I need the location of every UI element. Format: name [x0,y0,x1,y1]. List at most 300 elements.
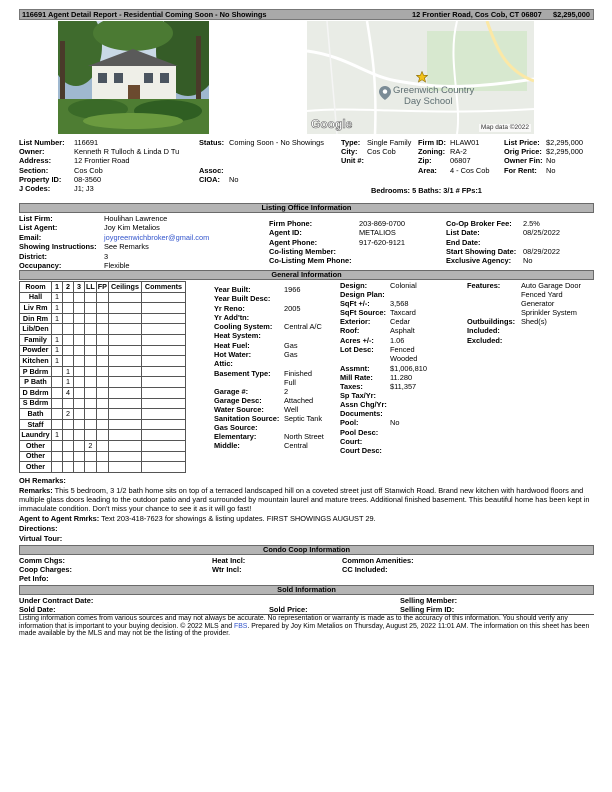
room-ceilings-cell [108,440,141,451]
address-value: 12 Frontier Road [74,156,130,165]
roof-label: Roof: [340,326,360,335]
lot-desc-value-1: Fenced [390,345,415,354]
remarks-text: This 5 bedroom, 3 1/2 bath home sits on top of a terraced landscaped hill on a coveted street just off Stanwich Road. Brand new kitchen with hardwood floors and multiple glass doors leading to the outdoor patio and yard surrounded by mountain laurel and mature trees. Additional finished basement. This beautiful home has been kept in immaculate condition. Don't miss your chance to see it as it will go fast! [19,486,590,513]
agent-phone-label: Agent Phone: [269,238,318,247]
room-ceilings-cell [108,324,141,335]
assn-chg-label: Assn Chg/Yr: [340,400,387,409]
room-fireplace-cell [96,409,108,420]
list-price-value: $2,295,000 [546,138,583,147]
attic-label: Attic: [214,359,233,368]
room-ceilings-cell [108,334,141,345]
room-level-2-count [63,398,74,409]
general-info-header: General Information [19,270,594,280]
room-comments-cell [141,387,185,398]
room-level-3-count [74,462,85,473]
room-level-1-count [52,440,63,451]
room-level-1-count [52,451,63,462]
location-map[interactable] [307,21,534,134]
room-ceilings-cell [108,409,141,420]
room-lower-level-count [85,292,97,303]
room-name: S Bdrm [20,398,52,409]
room-level-3-count [74,451,85,462]
map-place-label-2: Day School [404,96,453,107]
feature-item: Fenced Yard [521,290,563,299]
room-level-3-count [74,356,85,367]
sqft-label: SqFt +/-: [340,299,370,308]
room-ceilings-cell [108,303,141,314]
exclusive-label: Exclusive Agency: [446,256,512,265]
water-value: Well [284,405,299,414]
agent-remarks-label: Agent to Agent Rmrks: [19,514,100,523]
room-level-2-count: 1 [63,366,74,377]
year-built-desc-label: Year Built Desc: [214,294,271,303]
room-level-3-count [74,334,85,345]
garage-value: 2 [284,387,289,396]
occupancy-value: Flexible [104,261,130,270]
pool-label: Pool: [340,418,359,427]
room-comments-cell [141,440,185,451]
rooms-col-ll: LL [86,281,95,291]
room-name: D Bdrm [20,387,52,398]
taxes-label: Taxes: [340,382,363,391]
firm-phone-label: Firm Phone: [269,219,313,228]
room-level-2-count [63,303,74,314]
firm-phone-value: 203-869-0700 [359,219,406,228]
district-value: 3 [104,252,109,261]
room-fireplace-cell [96,356,108,367]
garage-desc-value: Attached [284,396,314,405]
acres-value: 1.06 [390,336,405,345]
room-level-3-count [74,430,85,441]
pool-value: No [390,418,400,427]
zoning-label: Zoning: [418,147,446,156]
lot-desc-value-2: Wooded [390,354,418,363]
room-row [20,334,186,345]
rooms-col-1: 1 [52,282,63,293]
room-level-1-count [52,366,63,377]
room-level-1-count: 1 [52,334,63,345]
coop-charges-label: Coop Charges: [19,565,72,574]
room-level-1-count: 1 [52,345,63,356]
outbuildings-value: Shed(s) [521,317,547,326]
room-comments-cell [141,419,185,430]
room-level-2-count [63,334,74,345]
room-name: P Bath [20,377,52,388]
room-fireplace-cell [96,345,108,356]
room-level-3-count [74,324,85,335]
room-name: Other [20,451,52,462]
remarks-block [19,486,594,513]
room-level-1-count [52,377,63,388]
header-address: 12 Frontier Road, Cos Cob, CT 06807 [412,10,542,19]
section-label: Section: [19,166,49,175]
room-row [20,345,186,356]
room-row [20,387,186,398]
room-ceilings-cell [108,366,141,377]
room-level-3-count [74,303,85,314]
type-value: Single Family [367,138,412,147]
room-name: Laundry [21,430,50,440]
elementary-value: North Street [284,432,324,441]
room-row [20,366,186,377]
footer-text-1: Listing information comes from various sources and may not always be accurate. No representation or warranty is made as to the accuracy of this information. You should verify any information that is important to your buying decision. © 2022 MLS and [19,615,568,630]
wtr-incl-label: Wtr Incl: [212,565,242,574]
owner-value: Kenneth R Tulloch & Linda D Tu [74,147,180,156]
exterior-value: Cedar [390,317,411,326]
cioa-label: CIOA: [199,175,220,184]
room-level-2-count [63,324,74,335]
sqft-value: 3,568 [390,299,409,308]
room-fireplace-cell [96,451,108,462]
virtual-tour-label: Virtual Tour: [19,534,63,543]
zoning-value: RA-2 [450,147,467,156]
room-level-1-count: 1 [52,313,63,324]
room-level-3-count [74,292,85,303]
room-name: Lib/Den [20,324,52,335]
pet-info-label: Pet Info: [19,574,49,583]
city-value: Cos Cob [367,147,396,156]
room-name: Din Rm [20,313,52,324]
rooms-col-comments: Comments [141,282,185,293]
start-showing-value: 08/29/2022 [523,247,560,256]
included-label: Included: [467,326,500,335]
common-amenities-label: Common Amenities: [342,556,414,565]
room-lower-level-count [85,398,97,409]
room-lower-level-count [85,334,97,345]
room-fireplace-cell [96,398,108,409]
room-comments-cell [141,398,185,409]
room-level-1-count [52,462,63,473]
excluded-label: Excluded: [467,336,503,345]
exterior-label: Exterior: [340,317,371,326]
acres-label: Acres +/-: [340,336,374,345]
remarks-label: Remarks: [19,486,53,495]
room-row [20,303,186,314]
assoc-label: Assoc: [199,166,224,175]
room-ceilings-cell [108,292,141,303]
room-fireplace-cell [96,377,108,388]
list-price-label: List Price: [504,138,540,147]
assmnt-value: $1,006,810 [390,364,427,373]
exclusive-value: No [523,256,533,265]
showing-value: See Remarks [104,242,149,251]
room-row [20,409,186,420]
room-fireplace-cell [96,419,108,430]
list-agent-label: List Agent: [19,223,58,232]
room-level-3-count [74,313,85,324]
room-row [20,377,186,388]
room-comments-cell [141,292,185,303]
list-firm-label: List Firm: [19,214,53,223]
room-level-3-count [74,440,85,451]
status-value: Coming Soon - No Showings [229,138,324,147]
room-lower-level-count [85,419,97,430]
room-level-2-count: 4 [63,387,74,398]
room-level-1-count [52,419,63,430]
design-value: Colonial [390,281,417,290]
features-label: Features: [467,281,501,290]
middle-value: Central [284,441,308,450]
room-ceilings-cell [108,462,141,473]
room-name: Kitchen [20,356,52,367]
room-row [20,440,186,451]
agent-email-link[interactable]: joygreenwichbroker@gmail.com [104,233,210,242]
room-level-1-count [52,409,63,420]
google-logo: Google [311,117,353,131]
comm-chgs-label: Comm Chgs: [19,556,65,565]
rooms-col-3: 3 [74,282,85,293]
pool-desc-label: Pool Desc: [340,428,379,437]
agent-phone-value: 917-620-9121 [359,238,406,247]
agent-id-value: METALIOS [359,228,396,237]
room-name: Family [20,334,52,345]
area-label: Area: [418,166,437,175]
room-level-3-count [74,419,85,430]
sp-tax-label: Sp Tax/Yr: [340,391,377,400]
room-lower-level-count [85,377,97,388]
agent-remarks-text: Text 203-418-7623 for showings & listing updates. FIRST SHOWINGS AUGUST 29. [101,514,376,523]
orig-price-value: $2,295,000 [546,147,583,156]
heat-incl-label: Heat Incl: [212,556,246,565]
rooms-col-2: 2 [63,282,74,293]
room-level-2-count [63,451,74,462]
footer-disclaimer [19,615,594,638]
outbuildings-label: Outbuildings: [467,317,516,326]
sqft-source-label: SqFt Source: [340,308,386,317]
room-comments-cell [141,324,185,335]
list-number-label: List Number: [19,138,65,147]
middle-label: Middle: [214,441,240,450]
court-label: Court: [340,437,363,446]
heat-fuel-value: Gas [284,341,298,350]
cioa-value: No [229,175,239,184]
owner-label: Owner: [19,147,45,156]
room-fireplace-cell [96,324,108,335]
room-comments-cell [141,303,185,314]
colisting-phone-label: Co-Listing Mem Phone: [269,256,352,265]
room-lower-level-count [85,409,97,420]
room-fireplace-cell [96,430,108,441]
room-level-1-count: 1 [52,292,63,303]
section-value: Cos Cob [74,166,103,175]
sanitation-value: Septic Tank [284,414,323,423]
room-comments-cell [141,366,185,377]
room-lower-level-count [85,313,97,324]
under-contract-label: Under Contract Date: [19,596,94,605]
gas-label: Gas Source: [214,423,258,432]
room-row [20,451,186,462]
school-pin-icon [379,86,391,100]
room-lower-level-count: 2 [85,440,97,451]
room-lower-level-count [85,303,97,314]
jcodes-value: J1; J3 [74,184,94,193]
feature-item: Generator [521,299,555,308]
listing-office-header: Listing Office Information [19,203,594,213]
property-id-label: Property ID: [19,175,62,184]
end-date-label: End Date: [446,238,481,247]
district-label: District: [19,252,47,261]
rooms-header-row [20,282,186,293]
room-row [20,419,186,430]
year-built-value: 1966 [284,285,301,294]
property-photo[interactable] [58,21,209,134]
taxes-value: $11,357 [390,382,417,391]
room-row [20,313,186,324]
address-label: Address: [19,156,52,165]
assmnt-label: Assmnt: [340,364,370,373]
room-level-2-count [63,292,74,303]
lot-desc-label: Lot Desc: [340,345,374,354]
sold-date-label: Sold Date: [19,605,56,614]
room-name: P Bdrm [20,366,52,377]
rooms-col-ceilings: Ceilings [108,282,141,293]
sold-price-label: Sold Price: [269,605,308,614]
heat-system-label: Heat System: [214,331,261,340]
room-row [20,292,186,303]
garage-label: Garage #: [214,387,249,396]
room-level-3-count [74,366,85,377]
room-lower-level-count [85,387,97,398]
room-level-3-count [74,398,85,409]
room-name: Other [20,440,52,451]
sold-info-header: Sold Information [19,585,594,595]
yr-addtn-label: Yr Add'tn: [214,313,250,322]
design-plan-label: Design Plan: [340,290,385,299]
firm-id-value: HLAW01 [450,138,480,147]
cooling-label: Cooling System: [214,322,273,331]
fbs-link[interactable]: FBS [233,622,248,630]
room-comments-cell [141,313,185,324]
yr-reno-label: Yr Reno: [214,304,245,313]
colisting-member-label: Co-listing Member: [269,247,336,256]
jcodes-label: J Codes: [19,184,51,193]
list-agent-value: Joy Kim Metalios [104,223,160,232]
sqft-source-value: Taxcard [390,308,416,317]
selling-firm-label: Selling Firm ID: [400,605,455,614]
room-level-2-count: 2 [63,409,74,420]
zip-value: 06807 [450,156,471,165]
email-label: Email: [19,233,42,242]
room-ceilings-cell [108,377,141,388]
owner-fin-label: Owner Fin: [504,156,543,165]
owner-fin-value: No [546,156,556,165]
type-label: Type: [341,138,361,147]
room-level-1-count: 1 [52,430,63,441]
room-ceilings-cell [108,356,141,367]
room-row [20,398,186,409]
room-row [20,462,186,473]
unit-label: Unit #: [341,156,364,165]
court-desc-label: Court Desc: [340,446,382,455]
room-level-2-count [63,356,74,367]
heat-fuel-label: Heat Fuel: [214,341,250,350]
list-firm-value: Houlihan Lawrence [104,214,168,223]
room-fireplace-cell [96,366,108,377]
design-label: Design: [340,281,368,290]
room-row [20,430,186,441]
room-fireplace-cell [96,313,108,324]
room-level-2-count [63,313,74,324]
mill-rate-value: 11.280 [390,373,413,382]
property-star-icon[interactable] [416,71,428,83]
year-built-label: Year Built: [214,285,251,294]
list-date-value: 08/25/2022 [523,228,560,237]
rooms-col-fp: FP [97,281,107,291]
room-lower-level-count [85,356,97,367]
room-fireplace-cell [96,462,108,473]
basement-value-1: Finished [284,369,312,378]
directions-label: Directions: [19,524,58,533]
cooling-value: Central A/C [284,322,322,331]
room-ceilings-cell [108,451,141,462]
room-comments-cell [141,409,185,420]
room-fireplace-cell [96,303,108,314]
room-level-2-count [63,462,74,473]
agent-id-label: Agent ID: [269,228,302,237]
occupancy-label: Occupancy: [19,261,62,270]
map-credit: Map data ©2022 [480,124,529,131]
footer-text-2: . Prepared by Joy Kim Metalios on Thursday, August 25, 2022 11:01 AM. The information on this sheet has been made available by the MLS and may not be the listing of the provider. [19,622,590,638]
room-comments-cell [141,334,185,345]
mill-rate-label: Mill Rate: [340,373,373,382]
roof-value: Asphalt [390,326,415,335]
room-level-1-count [52,324,63,335]
orig-price-label: Orig Price: [504,147,542,156]
rooms-table [19,281,186,473]
room-level-2-count [63,419,74,430]
basement-label: Basement Type: [214,369,271,378]
room-lower-level-count [85,366,97,377]
house-photo-image [58,21,209,134]
elementary-label: Elementary: [214,432,257,441]
room-level-1-count: 1 [52,303,63,314]
feature-item: Auto Garage Door [521,281,581,290]
property-id-value: 08-3560 [74,175,102,184]
room-lower-level-count [85,324,97,335]
water-label: Water Source: [214,405,264,414]
room-level-2-count [63,430,74,441]
room-ceilings-cell [108,345,141,356]
room-ceilings-cell [108,387,141,398]
room-lower-level-count [85,451,97,462]
beds-baths: Bedrooms: 5 Baths: 3/1 # FPs:1 [371,186,482,195]
rooms-col-room: Room [20,282,52,293]
room-name: Powder [20,345,52,356]
room-ceilings-cell [108,419,141,430]
report-header [19,9,594,20]
room-comments-cell [141,345,185,356]
status-label: Status: [199,138,225,147]
room-name: Hall [20,292,52,303]
sanitation-label: Sanitation Source: [214,414,280,423]
map-place-label: Greenwich Country [393,85,475,96]
header-price: $2,295,000 [553,10,590,19]
firm-id-label: Firm ID: [418,138,446,147]
yr-reno-value: 2005 [284,304,301,313]
room-fireplace-cell [96,387,108,398]
room-ceilings-cell [108,398,141,409]
room-name: Liv Rm [20,303,52,314]
room-row [20,356,186,367]
coop-fee-label: Co-Op Broker Fee: [446,219,512,228]
feature-item: Sprinkler System [521,308,577,317]
room-level-1-count: 1 [52,356,63,367]
coop-fee-value: 2.5% [523,219,540,228]
for-rent-label: For Rent: [504,166,537,175]
for-rent-value: No [546,166,556,175]
room-level-3-count [74,377,85,388]
list-number-value: 116691 [74,138,99,147]
